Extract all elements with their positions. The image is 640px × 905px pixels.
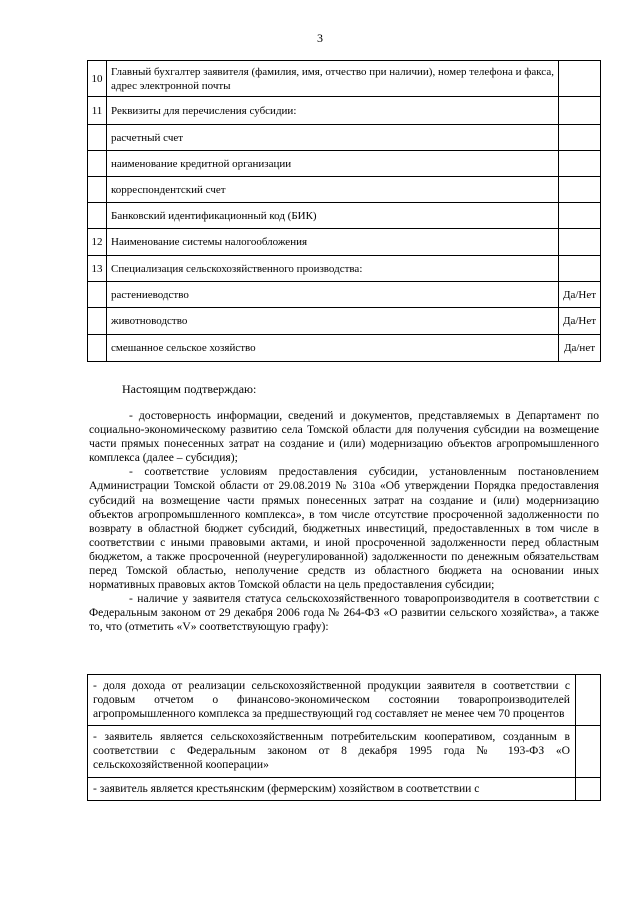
row-number: 12 <box>88 229 107 256</box>
row-value[interactable] <box>559 125 601 151</box>
status-check-cell[interactable] <box>576 777 601 800</box>
row-value[interactable] <box>559 151 601 177</box>
row-value[interactable]: Да/нет <box>559 335 601 362</box>
row-label: расчетный счет <box>107 125 559 151</box>
requisites-row <box>88 61 601 97</box>
row-value[interactable] <box>559 203 601 229</box>
row-label: Специализация сельскохозяйственного производства: <box>107 256 559 282</box>
row-number: 10 <box>88 61 107 97</box>
requisites-row <box>88 177 601 203</box>
page-number: 3 <box>317 31 323 45</box>
row-number: 11 <box>88 97 107 125</box>
requisites-row <box>88 335 601 362</box>
requisites-table <box>87 60 601 362</box>
row-label: Главный бухгалтер заявителя (фамилия, имя, отчество при наличии), номер телефона и факса, адрес электронной почты <box>107 61 559 97</box>
row-number <box>88 151 107 177</box>
status-check-cell[interactable] <box>576 726 601 777</box>
paragraph-reliability: - достоверность информации, сведений и документов, представляемых в Департамент по социально-экономическому развитию села Томской области для получения субсидии на возмещение части прямых понесенных затрат на создание и (или) модернизацию объектов агропромышленного комплекса (далее – субсидия); <box>89 409 599 465</box>
row-label: наименование кредитной организации <box>107 151 559 177</box>
row-value[interactable]: Да/Нет <box>559 282 601 308</box>
row-label: Реквизиты для перечисления субсидии: <box>107 97 559 125</box>
row-value[interactable]: Да/Нет <box>559 308 601 335</box>
row-value[interactable] <box>559 229 601 256</box>
row-value[interactable] <box>559 97 601 125</box>
row-label: корреспондентский счет <box>107 177 559 203</box>
confirmation-text <box>89 409 599 635</box>
requisites-row <box>88 151 601 177</box>
row-number <box>88 125 107 151</box>
status-condition-text: - доля дохода от реализации сельскохозяйственной продукции заявителя в соответствии с годовым отчетом о финансово-экономическом состоянии товаропроизводителей агропромышленного комплекса за предшествующий год составляет не менее чем 70 процентов <box>88 675 576 726</box>
status-row <box>88 777 601 800</box>
status-row <box>88 726 601 777</box>
row-value[interactable] <box>559 61 601 97</box>
row-value[interactable] <box>559 177 601 203</box>
row-number <box>88 335 107 362</box>
row-label: животноводство <box>107 308 559 335</box>
row-number <box>88 308 107 335</box>
requisites-row <box>88 282 601 308</box>
row-value[interactable] <box>559 256 601 282</box>
status-table <box>87 674 601 801</box>
row-label: Банковский идентификационный код (БИК) <box>107 203 559 229</box>
paragraph-conditions: - соответствие условиям предоставления субсидии, установленным постановлением Администрации Томской области от 29.08.2019 № 310а «Об утверждении Порядка предоставления субсидий на возмещение части прямых понесенных затрат на создание и (или) модернизацию объектов агропромышленного комплекса», в том числе отсутствие просроченной задолженности по возврату в областной бюджет субсидий, бюджетных инвестиций, предоставленных в том числе в соответствии с иными правовыми актами, и иной просроченной задолженности перед областным бюджетом, а также просроченной (неурегулированной) задолженности по денежным обязательствам перед Томской областью, неполучение средств из областного бюджета на основании иных нормативных правовых актов Томской области на цель предоставления субсидии; <box>89 465 599 592</box>
row-number <box>88 203 107 229</box>
row-number: 13 <box>88 256 107 282</box>
requisites-row <box>88 308 601 335</box>
row-number <box>88 282 107 308</box>
status-condition-text: - заявитель является крестьянским (фермерским) хозяйством в соответствии с <box>88 777 576 800</box>
paragraph-producer-status: - наличие у заявителя статуса сельскохозяйственного товаропроизводителя в соответствии с Федеральным законом от 29 декабря 2006 года № 264-ФЗ «О развитии сельского хозяйства», а также то, что (отметить «V» соответствующую графу): <box>89 592 599 634</box>
status-condition-text: - заявитель является сельскохозяйственным потребительским кооперативом, созданным в соответствии с Федеральным законом от 8 декабря 1995 года № 193-ФЗ «О сельскохозяйственной кооперации» <box>88 726 576 777</box>
requisites-row <box>88 125 601 151</box>
status-check-cell[interactable] <box>576 675 601 726</box>
requisites-row <box>88 203 601 229</box>
confirmation-intro: Настоящим подтверждаю: <box>122 382 257 396</box>
row-number <box>88 177 107 203</box>
requisites-row <box>88 97 601 125</box>
status-row <box>88 675 601 726</box>
requisites-row <box>88 256 601 282</box>
row-label: растениеводство <box>107 282 559 308</box>
row-label: смешанное сельское хозяйство <box>107 335 559 362</box>
requisites-row <box>88 229 601 256</box>
row-label: Наименование системы налогообложения <box>107 229 559 256</box>
